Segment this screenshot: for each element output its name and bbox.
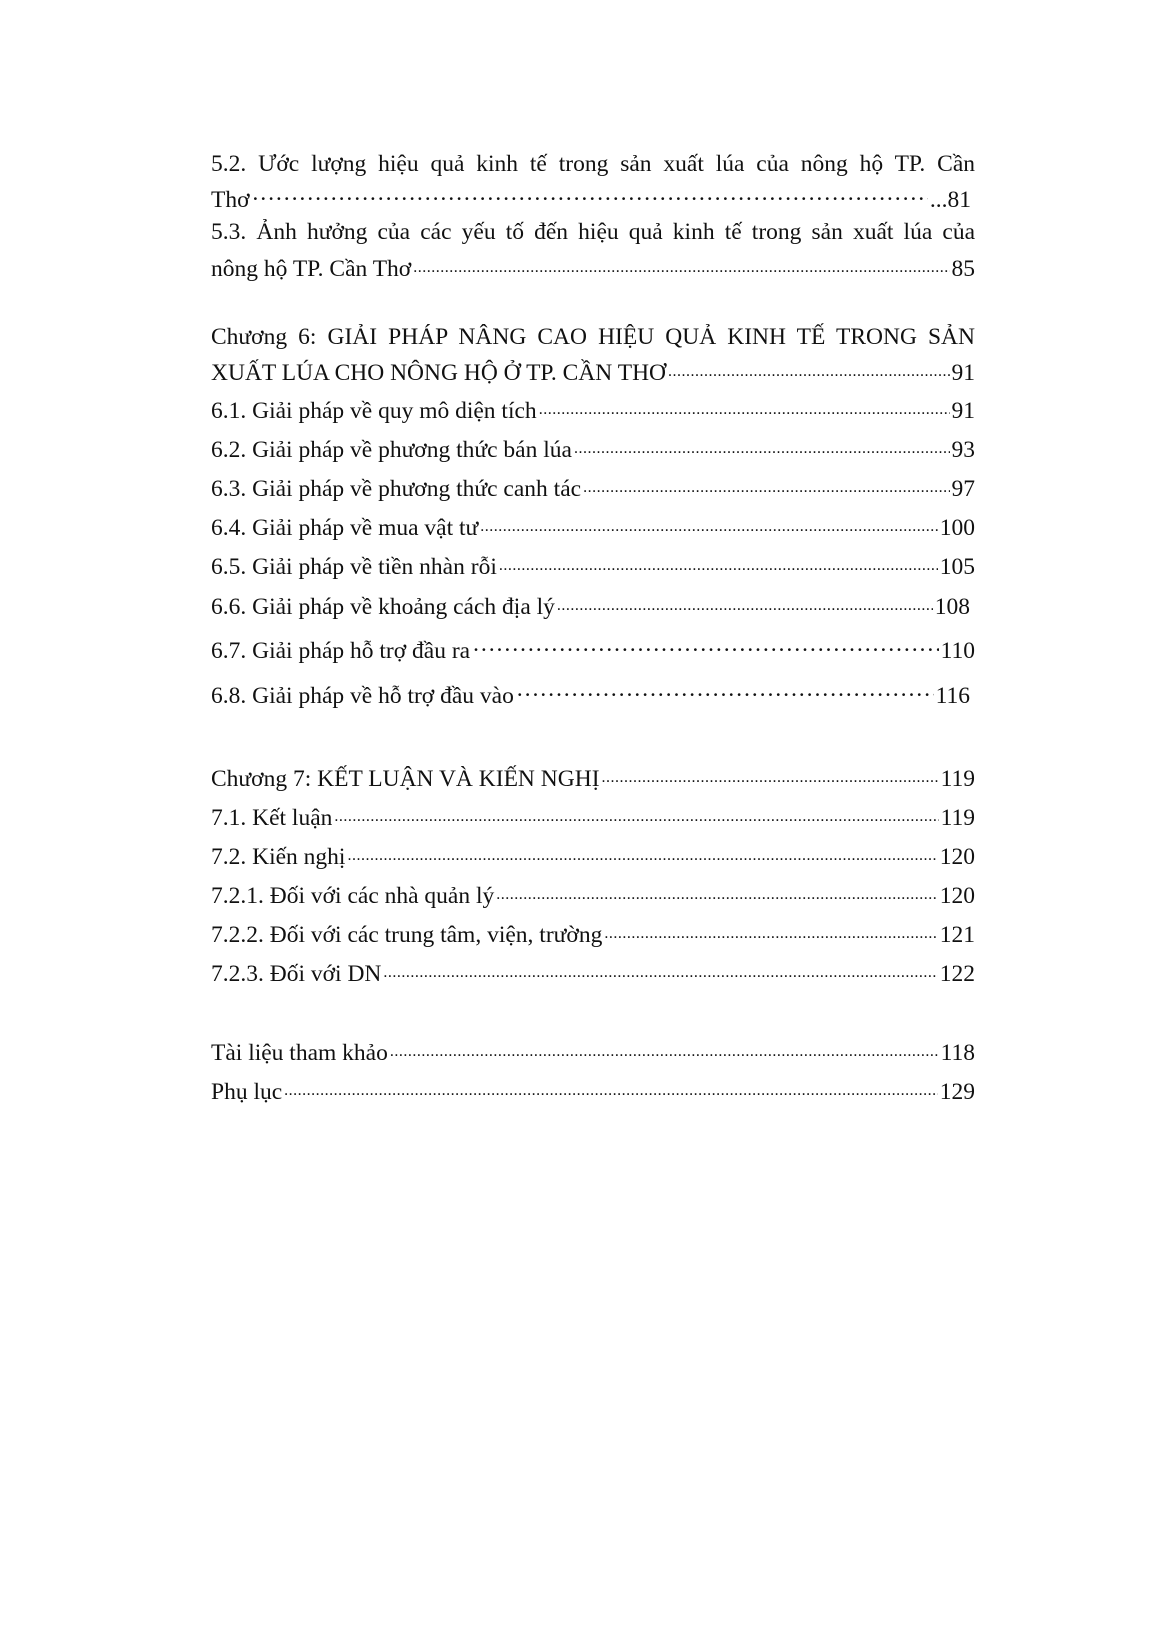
toc-page-number: 97 <box>951 476 975 502</box>
dot-leader <box>499 546 938 574</box>
dot-leader <box>516 675 934 703</box>
toc-page-number: 119 <box>940 766 975 792</box>
toc-chapter-7 <box>211 758 975 793</box>
toc-entry-title: XUẤT LÚA CHO NÔNG HỘ Ở TP. CẦN THƠ <box>211 360 667 386</box>
toc-entry-5-2-line2 <box>211 179 971 214</box>
toc-entry-title: Tài liệu tham khảo <box>211 1040 388 1066</box>
toc-entry-5-3-line1: 5.3. Ảnh hưởng của các yếu tố đến hiệu quả kinh tế trong sản xuất lúa của <box>211 219 975 245</box>
toc-page-number: 120 <box>939 844 975 870</box>
dot-leader <box>252 179 928 207</box>
toc-page-number: 91 <box>951 398 975 424</box>
toc-page-number: 91 <box>951 360 975 386</box>
toc-entry-references <box>211 1032 975 1067</box>
toc-entry-title: 7.2.1. Đối với các nhà quản lý <box>211 883 495 909</box>
toc-entry-title: 6.7. Giải pháp hỗ trợ đầu ra <box>211 638 471 664</box>
toc-entry-title: 6.2. Giải pháp về phương thức bán lúa <box>211 437 572 463</box>
toc-entry-7-2-1 <box>211 875 975 910</box>
toc-chapter-6-line2 <box>211 352 975 387</box>
toc-page-number: 108 <box>934 594 970 620</box>
toc-entry-title: 6.6. Giải pháp về khoảng cách địa lý <box>211 594 555 620</box>
dot-leader <box>574 429 950 457</box>
toc-page-number: 93 <box>951 437 975 463</box>
dot-leader <box>390 1032 939 1060</box>
toc-page-number: 100 <box>939 515 975 541</box>
toc-page-number: 105 <box>939 554 975 580</box>
toc-entry-title: Thơ <box>211 187 250 213</box>
toc-entry-6-6 <box>211 586 970 621</box>
toc-page-number: 110 <box>940 638 975 664</box>
toc-entry-6-7 <box>211 630 975 665</box>
dot-leader <box>472 630 939 658</box>
dot-leader <box>604 914 937 942</box>
dot-leader <box>557 586 933 614</box>
toc-entry-6-2 <box>211 429 975 464</box>
toc-entry-title: Chương 7: KẾT LUẬN VÀ KIẾN NGHỊ <box>211 766 600 792</box>
dot-leader <box>583 468 949 496</box>
toc-chapter-6-line1: Chương 6: GIẢI PHÁP NÂNG CAO HIỆU QUẢ KINH TẾ TRONG SẢN <box>211 324 975 350</box>
toc-entry-6-4 <box>211 507 975 542</box>
toc-entry-7-2 <box>211 836 975 871</box>
toc-entry-7-2-2 <box>211 914 975 949</box>
toc-entry-title: 6.8. Giải pháp về hỗ trợ đầu vào <box>211 683 514 709</box>
toc-page-number: ...81 <box>929 187 971 213</box>
dot-leader <box>383 953 937 981</box>
toc-entry-appendix <box>211 1071 975 1106</box>
toc-entry-title: 7.2. Kiến nghị <box>211 844 346 870</box>
dot-leader <box>480 507 937 535</box>
toc-entry-7-2-3 <box>211 953 975 988</box>
toc-entry-6-8 <box>211 675 970 710</box>
toc-entry-title: Phụ lục <box>211 1079 283 1105</box>
dot-leader <box>413 248 949 276</box>
toc-page-number: 85 <box>951 256 975 282</box>
toc-page-number: 120 <box>939 883 975 909</box>
dot-leader <box>539 390 950 418</box>
toc-entry-5-3-line2 <box>211 248 975 283</box>
dot-leader <box>602 758 939 786</box>
toc-entry-title: 6.4. Giải pháp về mua vật tư <box>211 515 479 541</box>
toc-page-number: 129 <box>939 1079 975 1105</box>
toc-entry-title: nông hộ TP. Cần Thơ <box>211 256 412 282</box>
dot-leader <box>347 836 937 864</box>
dot-leader <box>284 1071 938 1099</box>
toc-entry-title: 6.1. Giải pháp về quy mô diện tích <box>211 398 537 424</box>
toc-entry-title: 7.2.3. Đối với DN <box>211 961 382 987</box>
toc-page-number: 122 <box>939 961 975 987</box>
dot-leader <box>334 797 938 825</box>
toc-page-number: 119 <box>940 805 975 831</box>
toc-entry-6-5 <box>211 546 975 581</box>
dot-leader <box>668 352 949 380</box>
toc-entry-title: 7.1. Kết luận <box>211 805 333 831</box>
dot-leader <box>496 875 937 903</box>
toc-entry-title: 7.2.2. Đối với các trung tâm, viện, trường <box>211 922 603 948</box>
toc-entry-6-1 <box>211 390 975 425</box>
toc-page-number: 121 <box>939 922 975 948</box>
toc-entry-7-1 <box>211 797 975 832</box>
toc-page-number: 118 <box>940 1040 975 1066</box>
toc-entry-title: 6.5. Giải pháp về tiền nhàn rỗi <box>211 554 497 580</box>
toc-entry-6-3 <box>211 468 975 503</box>
toc-entry-5-2-line1: 5.2. Ước lượng hiệu quả kinh tế trong sản xuất lúa của nông hộ TP. Cần <box>211 151 975 177</box>
toc-page-number: 116 <box>935 683 970 709</box>
toc-entry-title: 6.3. Giải pháp về phương thức canh tác <box>211 476 582 502</box>
